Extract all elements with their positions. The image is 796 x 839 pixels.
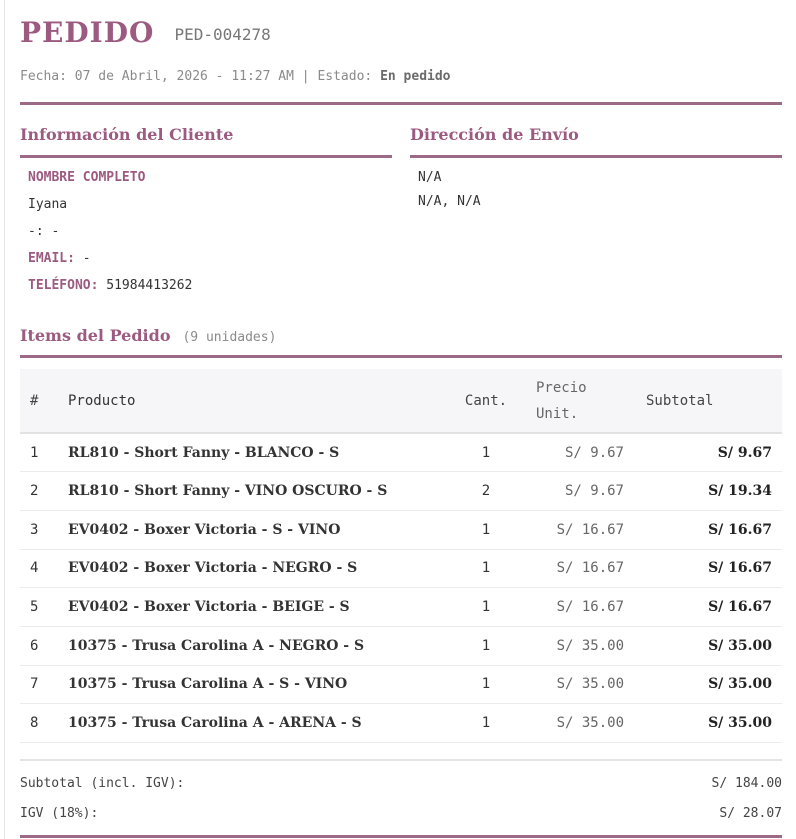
row-num: 6 [20, 626, 60, 665]
col-header-price-line1: Precio [536, 379, 587, 396]
subtotal-label: Subtotal (incl. IGV): [20, 776, 185, 791]
row-price: S/ 35.00 [522, 665, 632, 704]
date-label: Fecha: [20, 69, 67, 84]
col-header-product: Producto [60, 369, 450, 433]
client-info-body [20, 158, 392, 305]
col-header-price-line2: Unit. [536, 405, 579, 422]
client-doc-line [28, 224, 384, 251]
client-email-value: - [82, 251, 91, 266]
shipping-section-title: Dirección de Envío [410, 125, 579, 144]
row-qty: 2 [450, 472, 522, 511]
table-row [20, 510, 782, 549]
shipping-address-line-2: N/A, N/A [418, 194, 481, 209]
date-value: 07 de Abril, 2026 - 11:27 AM [74, 69, 294, 84]
col-header-subtotal: Subtotal [632, 369, 782, 433]
client-phone-value: 51984413262 [106, 278, 193, 293]
row-product: 10375 - Trusa Carolina A - ARENA - S [60, 704, 450, 743]
client-name-value: Iyana [28, 197, 68, 212]
row-qty: 1 [450, 665, 522, 704]
row-price: S/ 16.67 [522, 510, 632, 549]
table-row [20, 549, 782, 588]
shipping-info-body [410, 158, 782, 218]
meta-separator: | [301, 69, 310, 84]
client-info-section [20, 125, 392, 305]
igv-value: S/ 28.07 [719, 806, 782, 821]
order-document [4, 0, 796, 839]
igv-row [20, 805, 782, 835]
col-header-price [522, 369, 632, 433]
client-section-title: Información del Cliente [20, 125, 234, 144]
row-product: EV0402 - Boxer Victoria - BEIGE - S [60, 588, 450, 627]
page-title: PEDIDO [20, 16, 155, 49]
row-num: 1 [20, 433, 60, 472]
items-table [20, 369, 782, 743]
items-title-row [20, 326, 782, 355]
row-num: 8 [20, 704, 60, 743]
totals-divider [20, 835, 782, 838]
client-name-label-line [28, 170, 384, 197]
info-row [20, 125, 782, 305]
items-table-head [20, 369, 782, 433]
row-subtotal: S/ 9.67 [632, 433, 782, 472]
row-qty: 1 [450, 510, 522, 549]
table-row [20, 626, 782, 665]
order-id: PED-004278 [174, 25, 271, 44]
row-product: 10375 - Trusa Carolina A - S - VINO [60, 665, 450, 704]
row-qty: 1 [450, 704, 522, 743]
row-num: 7 [20, 665, 60, 704]
items-count: (9 unidades) [182, 330, 277, 345]
row-subtotal: S/ 16.67 [632, 588, 782, 627]
subtotal-value: S/ 184.00 [711, 776, 782, 791]
client-phone-line [28, 278, 384, 305]
col-header-qty: Cant. [450, 369, 522, 433]
items-divider [20, 355, 782, 358]
row-qty: 1 [450, 588, 522, 627]
status-label: Estado: [317, 69, 373, 84]
row-product: EV0402 - Boxer Victoria - NEGRO - S [60, 549, 450, 588]
row-price: S/ 35.00 [522, 626, 632, 665]
row-price: S/ 9.67 [522, 433, 632, 472]
row-num: 2 [20, 472, 60, 511]
row-subtotal: S/ 16.67 [632, 510, 782, 549]
row-qty: 1 [450, 433, 522, 472]
client-doc-value: -: - [28, 224, 60, 239]
row-num: 5 [20, 588, 60, 627]
row-price: S/ 16.67 [522, 588, 632, 627]
items-table-body [20, 433, 782, 743]
items-table-header-row [20, 369, 782, 433]
col-header-num: # [20, 369, 60, 433]
status-value: En pedido [380, 69, 451, 84]
row-subtotal: S/ 35.00 [632, 704, 782, 743]
client-phone-label: TELÉFONO: [28, 278, 99, 293]
row-product: EV0402 - Boxer Victoria - S - VINO [60, 510, 450, 549]
table-row [20, 704, 782, 743]
title-row [20, 16, 782, 49]
table-row [20, 588, 782, 627]
header-divider [20, 102, 782, 105]
row-product: RL810 - Short Fanny - BLANCO - S [60, 433, 450, 472]
row-subtotal: S/ 19.34 [632, 472, 782, 511]
order-header [20, 0, 782, 84]
row-product: RL810 - Short Fanny - VINO OSCURO - S [60, 472, 450, 511]
client-name-label: NOMBRE COMPLETO [28, 170, 146, 185]
row-price: S/ 35.00 [522, 704, 632, 743]
row-price: S/ 9.67 [522, 472, 632, 511]
row-subtotal: S/ 16.67 [632, 549, 782, 588]
row-product: 10375 - Trusa Carolina A - NEGRO - S [60, 626, 450, 665]
row-qty: 1 [450, 626, 522, 665]
client-name-line [28, 197, 384, 224]
row-qty: 1 [450, 549, 522, 588]
items-section-title: Items del Pedido [20, 326, 171, 345]
row-num: 3 [20, 510, 60, 549]
row-num: 4 [20, 549, 60, 588]
row-price: S/ 16.67 [522, 549, 632, 588]
client-email-label: EMAIL: [28, 251, 75, 266]
shipping-address-line-1: N/A [418, 170, 442, 185]
table-row [20, 433, 782, 472]
row-subtotal: S/ 35.00 [632, 665, 782, 704]
row-subtotal: S/ 35.00 [632, 626, 782, 665]
client-email-line [28, 251, 384, 278]
totals-section [20, 759, 782, 835]
table-row [20, 665, 782, 704]
order-meta [20, 69, 782, 84]
subtotal-row [20, 775, 782, 805]
shipping-info-section [410, 125, 782, 305]
igv-label: IGV (18%): [20, 806, 99, 821]
table-row [20, 472, 782, 511]
